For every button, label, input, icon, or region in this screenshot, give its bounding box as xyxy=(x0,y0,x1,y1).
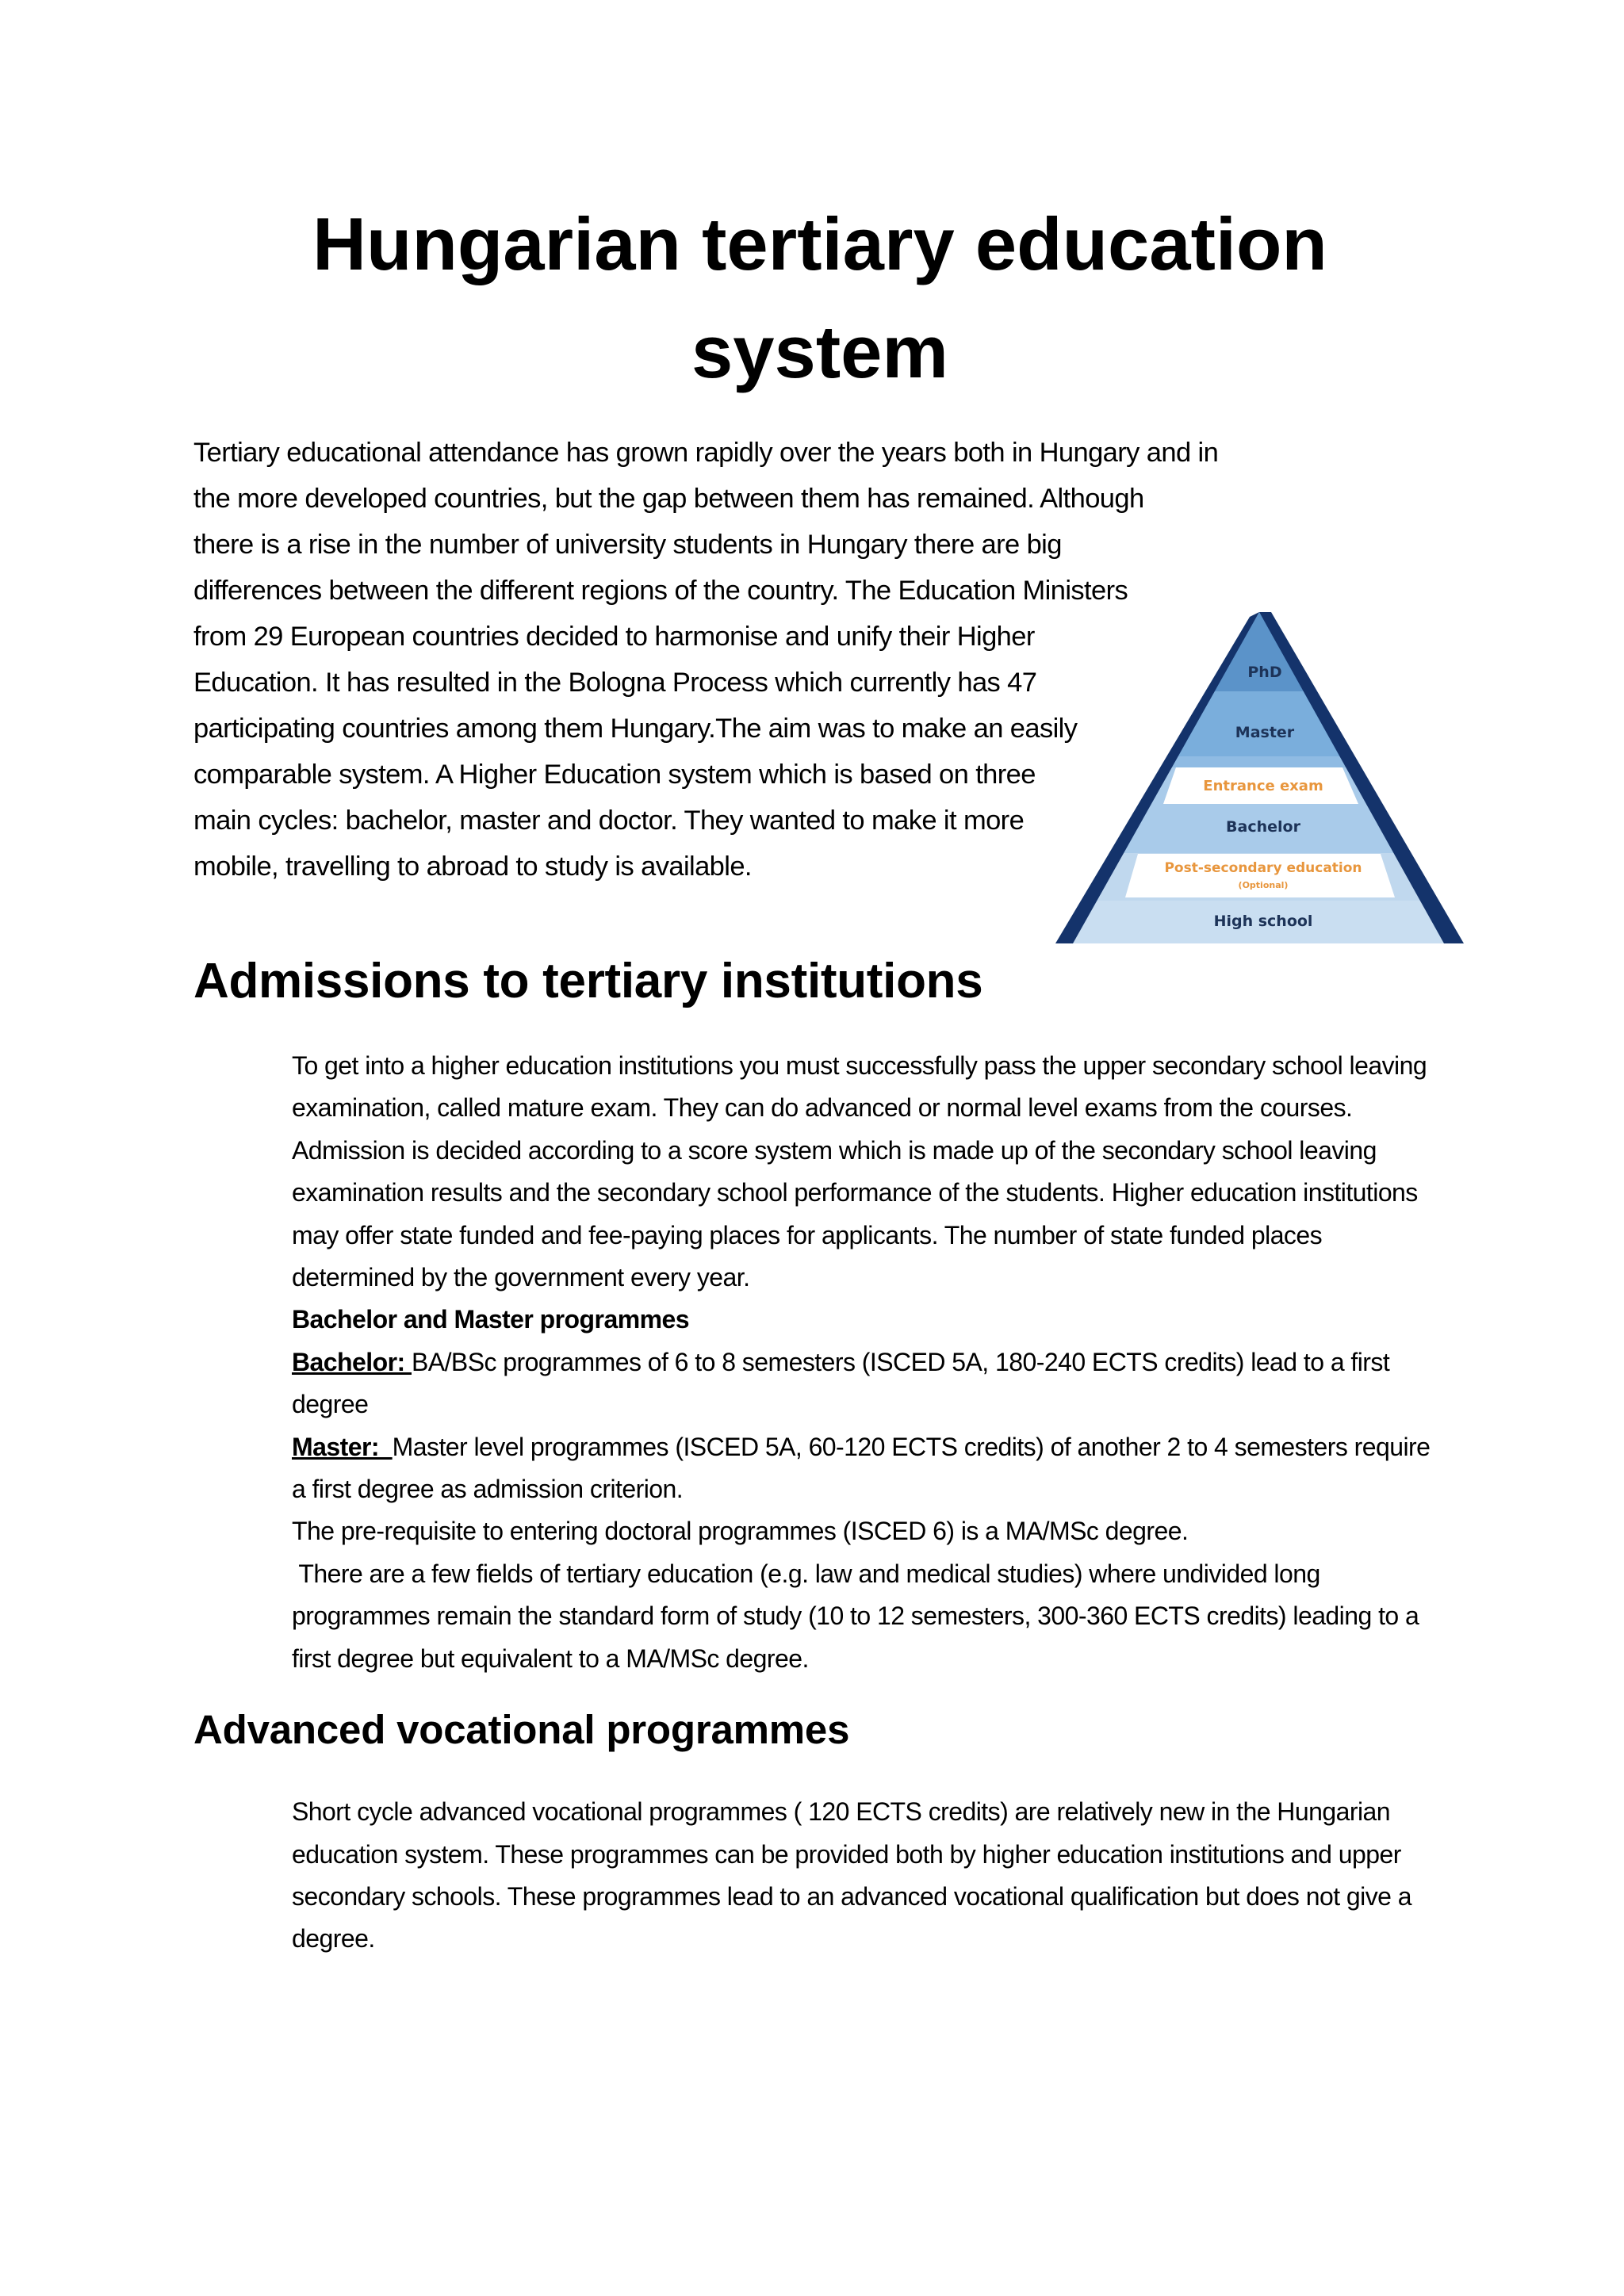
pyramid-sublabel-optional: (Optional) xyxy=(1238,880,1289,890)
bachelor-label: Bachelor: xyxy=(292,1347,412,1376)
master-label: Master: xyxy=(292,1432,393,1461)
pyramid-label-post-secondary: Post-secondary education xyxy=(1164,860,1362,876)
pyramid-diagram xyxy=(1055,606,1464,947)
page-title: Hungarian tertiary education system xyxy=(312,202,1327,393)
bachelor-text: BA/BSc programmes of 6 to 8 semesters (ISCED 5A, 180-240 ECTS credits) lead to a first degree xyxy=(292,1347,1390,1419)
long-programmes-paragraph: There are a few fields of tertiary education (e.g. law and medical studies) where undivided long programmes remain the standard form of study (10 to 12 semesters, 300-360 ECTS credits) leading to a first degree but equivalent to a MA/MSc degree. xyxy=(292,1559,1426,1673)
vocational-body xyxy=(292,1791,1446,1961)
pyramid-label-high-school: High school xyxy=(1213,913,1313,930)
admissions-body xyxy=(292,1045,1446,1680)
pyramid-label-bachelor: Bachelor xyxy=(1226,818,1300,836)
doctoral-paragraph: The pre-requisite to entering doctoral programmes (ISCED 6) is a MA/MSc degree. xyxy=(292,1517,1189,1546)
pyramid-label-master: Master xyxy=(1235,724,1295,741)
programmes-subheading: Bachelor and Master programmes xyxy=(292,1305,690,1334)
pyramid-label-phd: PhD xyxy=(1247,664,1282,681)
intro-paragraph: Tertiary educational attendance has grown rapidly over the years both in Hungary and in the more developed countries, but the gap between them has remained. Although there is a rise in the number of university students in Hungary there are big differences between the different regions of the country. The Education Ministers from 29 European countries decided to harmonise and unify their Higher Education. It has resulted in the Bologna Process which currently has 47 participating countries among them Hungary.The aim was to make an easily comparable system. A Higher Education system which is based on three main cycles: bachelor, master and doctor. They wanted to make it more mobile, travelling to abroad to study is available. xyxy=(193,438,1219,882)
intro-section xyxy=(193,430,1446,947)
document-page xyxy=(193,190,1446,1961)
education-pyramid-figure xyxy=(1055,606,1464,947)
section-heading-vocational: Advanced vocational programmes xyxy=(193,1707,850,1753)
master-text: Master level programmes (ISCED 5A, 60-120 ECTS credits) of another 2 to 4 semesters require a first degree as admission criterion. xyxy=(292,1432,1431,1504)
bachelor-definition xyxy=(292,1341,1446,1426)
vocational-paragraph: Short cycle advanced vocational programmes ( 120 ECTS credits) are relatively new in the Hungarian education system. These programmes can be provided both by higher education institutions and upper secondary schools. These programmes lead to an advanced vocational qualification but does not give a degree. xyxy=(292,1797,1411,1954)
admissions-paragraph: To get into a higher education institutions you must successfully pass the upper secondary school leaving examination, called mature exam. They can do advanced or normal level exams from the courses. Admission is decided according to a score system which is made up of the secondary school leaving examination results and the secondary school performance of the students. Higher education institutions may offer state funded and fee-paying places for applicants. The number of state funded places determined by the government every year. xyxy=(292,1051,1427,1292)
master-definition xyxy=(292,1426,1446,1511)
section-heading-admissions: Admissions to tertiary institutions xyxy=(193,954,983,1008)
pyramid-label-entrance-exam: Entrance exam xyxy=(1203,778,1323,794)
